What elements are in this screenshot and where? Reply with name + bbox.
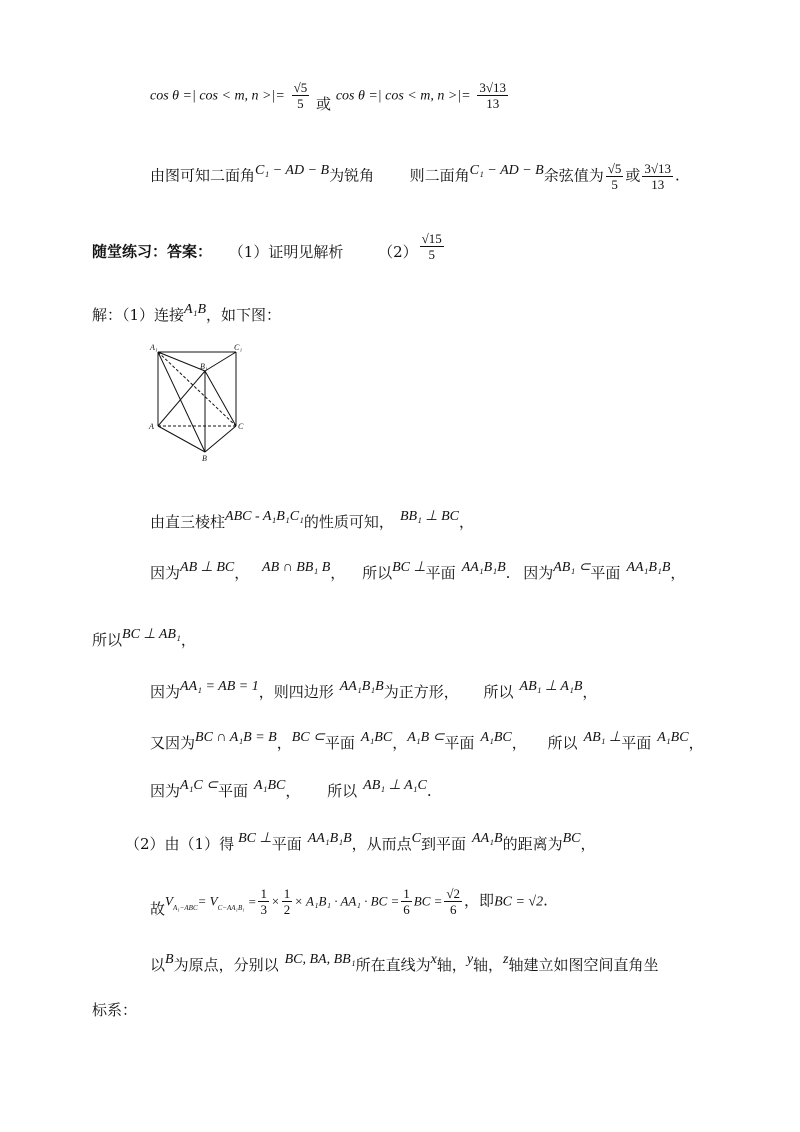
formula: AB₁ ⊂ [553, 560, 591, 575]
text: 所以 [92, 631, 123, 649]
fraction-numerator: 1 [283, 886, 291, 901]
text: ， [511, 734, 527, 752]
text: ， [276, 734, 292, 752]
text: ，即 [464, 891, 495, 910]
label-B: B [202, 454, 207, 462]
text: 所以 [362, 564, 393, 582]
formula: AB₁ ⊥ [583, 730, 622, 745]
formula: AA₁B₁B [626, 560, 671, 575]
formula: ABC - A₁B₁C₁ [225, 509, 304, 524]
formula: A₁C ⊂ [180, 778, 219, 793]
paragraph-c [92, 627, 196, 652]
text: ， [670, 564, 686, 582]
fraction-numerator: 1 [403, 886, 410, 901]
text: 因为 [150, 782, 181, 800]
formula: AA₁B₁B [339, 679, 384, 694]
fraction-denominator: 6 [403, 902, 410, 917]
label-C1: C₁ [234, 343, 243, 352]
fraction-numerator: √5 [607, 161, 622, 176]
text: 平面 [621, 734, 652, 752]
text: ，则四边形 [258, 683, 334, 701]
answer-part-2-label: （2） [378, 242, 418, 261]
formula: AB₁ ⊥ A₁B [519, 679, 583, 694]
fraction-numerator: 3√13 [479, 80, 507, 95]
fraction-denominator: 13 [651, 177, 665, 192]
text: ， [580, 835, 596, 853]
text: 以 [150, 956, 166, 974]
text: 余弦值为 [543, 166, 604, 185]
formula-text: cos θ =| cos < m, n >|= [335, 88, 471, 104]
label-A1: A₁ [150, 343, 158, 352]
formula-subscript: A₁−ABC [172, 903, 198, 912]
prism-figure [148, 342, 258, 462]
text: ， [234, 564, 250, 582]
formula: BC ⊥ AB₁ [122, 627, 181, 642]
text: 平面 [271, 835, 302, 853]
text: 的性质可知， [303, 513, 394, 531]
fraction [282, 886, 293, 917]
practice-answer-line [92, 231, 446, 268]
paragraph-i [150, 952, 659, 977]
formula: A₁B [184, 302, 207, 317]
text: 到平面 [421, 835, 467, 853]
text: 标系： [92, 1001, 138, 1019]
text: （2）由（1）得 [125, 835, 235, 853]
fraction-denominator: 6 [449, 902, 457, 917]
text: ， [582, 683, 598, 701]
text: ，从而点 [351, 835, 412, 853]
text: ， [330, 564, 346, 582]
formula: AB ⊥ BC [180, 560, 235, 575]
formula-line-1 [150, 80, 510, 111]
formula-text: cos θ =| cos < m, n >|= [150, 88, 285, 104]
text: 解：（1）连接 [92, 306, 185, 324]
paragraph-h-volume [150, 886, 548, 917]
formula: A₁BC [480, 730, 512, 745]
paragraph-j [92, 1000, 137, 1020]
answer-part-1: （1）证明见解析 [228, 242, 344, 261]
formula: BB₁ ⊥ BC [399, 509, 459, 524]
text: 所以 [327, 782, 358, 800]
formula: y [466, 952, 474, 967]
fraction [258, 886, 269, 917]
text: 为正方形， [383, 683, 459, 701]
paragraph-b [150, 560, 686, 585]
text: 由直三棱柱 [150, 513, 226, 531]
formula: BC, BA, BB₁ [284, 952, 356, 967]
text: 轴， [436, 956, 467, 974]
formula: AA₁B₁B [307, 831, 352, 846]
text: 又因为 [150, 734, 196, 752]
text: 的距离为 [502, 835, 563, 853]
label-B1: B₁ [200, 362, 208, 371]
formula: AA₁B [472, 831, 503, 846]
fraction-denominator: 5 [297, 96, 304, 111]
paragraph-f [150, 778, 432, 803]
text: 因为 [150, 564, 181, 582]
formula: x [430, 952, 437, 967]
fraction [401, 886, 412, 917]
formula: A₁BC [360, 730, 393, 745]
formula-subscript: C−AA₁B₁ [217, 903, 245, 912]
text: 平面 [425, 564, 456, 582]
formula: A₁BC [254, 778, 286, 793]
fraction [444, 886, 462, 917]
text: 由图可知二面角 [150, 166, 256, 185]
text: . [675, 166, 680, 185]
paragraph-d [150, 679, 598, 704]
fraction-denominator: 5 [611, 177, 618, 192]
text: 所在直线为 [355, 956, 431, 974]
text: . [505, 564, 511, 582]
fraction-numerator: 3√13 [644, 161, 672, 176]
text: 故 [150, 899, 166, 918]
text: 为原点，分别以 [173, 956, 279, 974]
text: 为锐角 [329, 166, 375, 185]
formula: A₁B ⊂ [407, 730, 445, 745]
fraction [642, 161, 673, 192]
label-C: C [238, 422, 244, 431]
fraction-numerator: √2 [446, 886, 461, 901]
formula: BC [562, 831, 581, 846]
fraction [420, 231, 444, 262]
text: 所以 [547, 734, 578, 752]
text: 或 [316, 94, 332, 113]
paragraph-a [150, 509, 475, 534]
text: 所以 [483, 683, 514, 701]
formula: BC ⊥ [238, 831, 272, 846]
formula: = [247, 893, 257, 909]
paragraph-g [125, 831, 596, 856]
text: 平面 [590, 564, 621, 582]
formula: × [270, 893, 280, 909]
fraction [292, 80, 310, 111]
formula: AA₁ = AB = 1 [180, 679, 259, 694]
formula: AB ∩ BB₁ B [262, 560, 331, 575]
fraction-denominator: 13 [486, 96, 500, 111]
formula: BC ∩ A₁B = B [195, 730, 277, 745]
formula: A₁BC [657, 730, 689, 745]
text: . [543, 891, 548, 910]
text: ， [392, 734, 408, 752]
formula: = V [197, 893, 218, 909]
formula: AA₁B₁B [461, 560, 506, 575]
paragraph-e [150, 730, 704, 755]
text: ， [688, 734, 704, 752]
formula: × A₁B₁ · AA₁ · BC = [294, 893, 400, 909]
formula: AB₁ ⊥ A₁C [363, 778, 427, 793]
formula: z [503, 952, 509, 967]
formula: C [411, 831, 422, 846]
fraction-denominator: 2 [283, 902, 291, 917]
text: 平面 [218, 782, 249, 800]
formula: BC = [413, 893, 443, 909]
practice-heading: 随堂练习：答案： [92, 242, 213, 261]
text: 轴建立如图空间直角坐 [508, 956, 659, 974]
formula: B [165, 952, 174, 967]
text: 平面 [444, 734, 475, 752]
text: ， [285, 782, 301, 800]
formula: C₁ − AD − B [469, 162, 544, 178]
fraction-denominator: 3 [260, 902, 267, 917]
formula: BC ⊥ [392, 560, 426, 575]
label-A: A [149, 422, 154, 431]
text: 平面 [324, 734, 355, 752]
text: 轴， [473, 956, 504, 974]
text: ， [180, 631, 196, 649]
formula: C₁ − AD − B [255, 162, 330, 178]
text: 因为 [523, 564, 554, 582]
fraction-denominator: 5 [428, 247, 435, 262]
text: ，如下图： [206, 306, 282, 324]
formula: BC ⊂ [291, 730, 325, 745]
text: . [426, 782, 432, 800]
text: 因为 [150, 683, 181, 701]
fraction-numerator: √15 [421, 231, 442, 246]
text: 则二面角 [409, 166, 470, 185]
paragraph-dihedral-angle [150, 161, 680, 192]
formula: BC = √2 [494, 894, 544, 910]
fraction [606, 161, 624, 192]
formula: V [165, 893, 173, 909]
solution-intro [92, 302, 282, 327]
fraction-numerator: 1 [260, 886, 267, 901]
text: 或 [625, 166, 641, 185]
text: ， [459, 513, 475, 531]
fraction [477, 80, 508, 111]
fraction-numerator: √5 [293, 80, 308, 95]
